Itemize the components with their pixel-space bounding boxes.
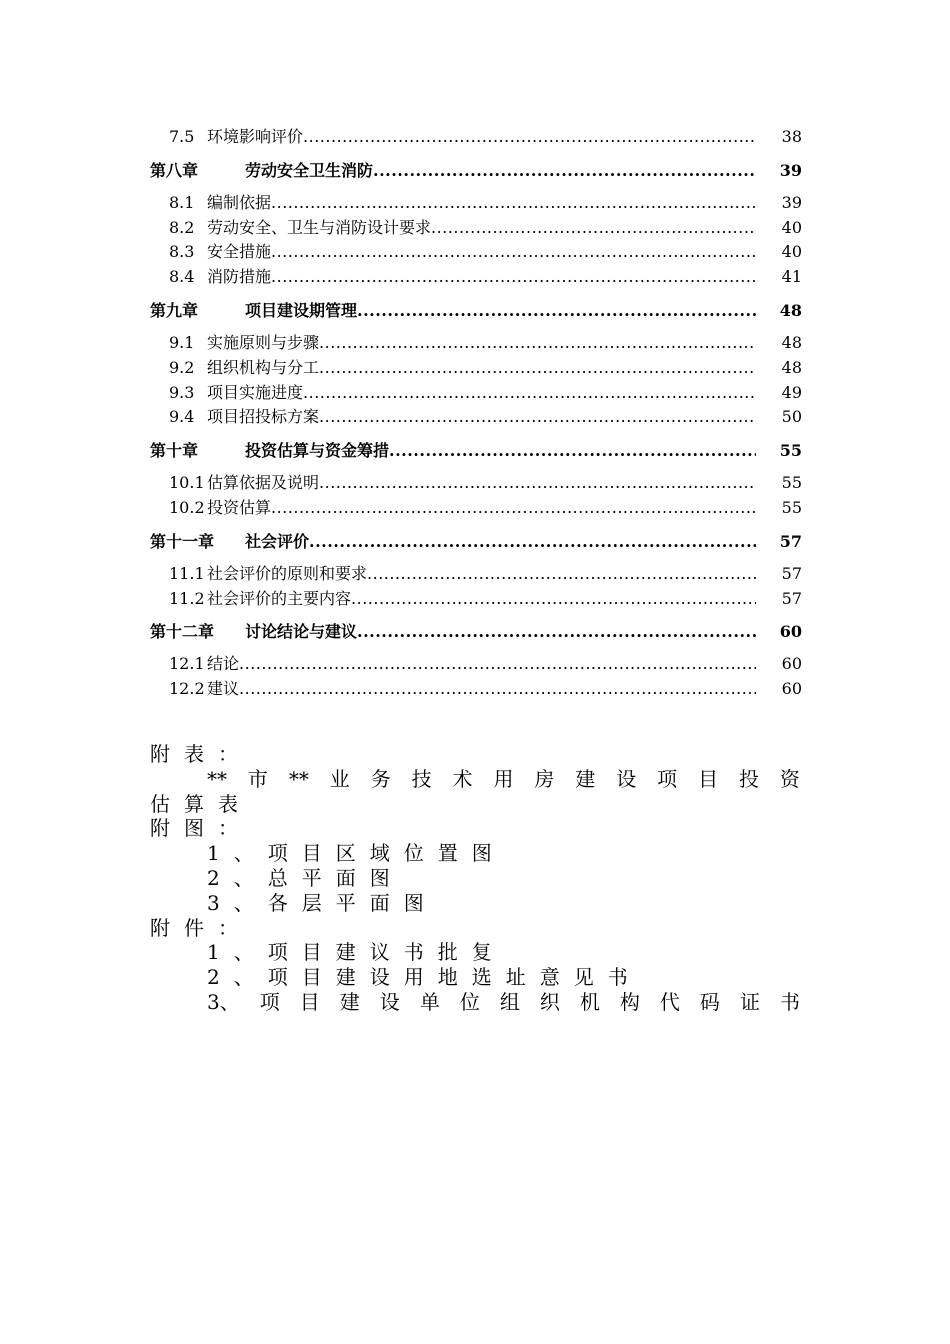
toc-entry-number: 9.4 xyxy=(169,407,195,427)
toc-section-entry[interactable] xyxy=(150,239,802,264)
appendix-char: 织 xyxy=(539,989,560,1014)
toc-section-entry[interactable] xyxy=(150,495,802,520)
toc-dot-leader xyxy=(351,589,756,608)
toc-entry-number: 12.2 xyxy=(169,679,205,699)
table-of-contents xyxy=(150,124,802,701)
toc-entry-number: 第十二章 xyxy=(150,622,215,642)
toc-dot-leader xyxy=(319,358,756,377)
toc-page-number: 49 xyxy=(781,382,802,402)
appendix-char: 资 xyxy=(779,766,800,791)
toc-entry-number: 12.1 xyxy=(169,654,205,674)
toc-entry-title: 实施原则与步骤 xyxy=(207,332,320,352)
toc-entry-title: 安全措施 xyxy=(207,242,272,262)
toc-page-number: 40 xyxy=(781,242,802,262)
toc-entry-number: 8.4 xyxy=(169,267,195,287)
toc-chapter-entry[interactable] xyxy=(150,529,802,553)
toc-dot-leader xyxy=(239,654,756,673)
toc-entry-title: 劳动安全、卫生与消防设计要求 xyxy=(207,217,432,237)
toc-entry-title: 环境影响评价 xyxy=(207,127,304,146)
toc-entry-title: 劳动安全卫生消防 xyxy=(245,160,374,180)
appendix-char: 代 xyxy=(659,989,680,1014)
toc-entry-number: 第八章 xyxy=(150,160,199,180)
toc-page-number: 57 xyxy=(781,563,802,583)
appendix-char: 码 xyxy=(699,989,720,1014)
appendix-char: 位 xyxy=(459,989,480,1014)
toc-dot-leader xyxy=(357,301,756,320)
appendix-figures-heading: 附图： xyxy=(150,816,252,841)
toc-entry-number: 9.1 xyxy=(169,332,195,352)
appendix-char: 建 xyxy=(575,766,596,791)
appendix-section xyxy=(150,742,800,1015)
toc-dot-leader xyxy=(303,383,756,402)
appendix-tables-item xyxy=(150,767,800,792)
appendix-char: 技 xyxy=(411,766,432,791)
toc-entry-title: 社会评价 xyxy=(245,531,310,551)
toc-chapter-entry[interactable] xyxy=(150,298,802,322)
appendix-char: 建 xyxy=(339,989,360,1014)
appendix-char: 投 xyxy=(738,766,759,791)
appendix-char: 组 xyxy=(499,989,520,1014)
toc-entry-title: 投资估算 xyxy=(207,497,272,517)
toc-dot-leader xyxy=(319,473,756,492)
toc-dot-leader xyxy=(367,564,756,583)
toc-section-entry[interactable] xyxy=(150,470,802,495)
appendix-figure-item: 2、总平面图 xyxy=(207,865,404,890)
toc-page-number: 39 xyxy=(779,160,802,180)
appendix-attachment-item: 1、项目建议书批复 xyxy=(207,940,506,965)
toc-section-entry[interactable] xyxy=(150,380,802,405)
toc-dot-leader xyxy=(271,498,756,517)
appendix-char: 设 xyxy=(616,766,637,791)
appendix-char: 务 xyxy=(370,766,391,791)
toc-entry-number: 11.2 xyxy=(169,588,205,608)
toc-entry-title: 投资估算与资金筹措 xyxy=(245,441,390,461)
toc-page-number: 39 xyxy=(781,192,802,212)
toc-section-entry[interactable] xyxy=(150,124,802,149)
toc-page-number: 41 xyxy=(781,267,802,287)
appendix-char: 用 xyxy=(493,766,514,791)
appendix-char: ** xyxy=(288,766,309,791)
toc-page-number: 48 xyxy=(779,300,802,320)
toc-section-entry[interactable] xyxy=(150,264,802,289)
toc-section-entry[interactable] xyxy=(150,215,802,240)
toc-entry-number: 第九章 xyxy=(150,300,199,320)
appendix-char: 书 xyxy=(779,989,800,1014)
toc-dot-leader xyxy=(319,407,756,426)
toc-dot-leader xyxy=(271,242,756,261)
toc-page-number: 48 xyxy=(781,332,802,352)
appendix-char: 构 xyxy=(619,989,640,1014)
appendix-figure-item: 1、项目区域位置图 xyxy=(207,841,506,866)
toc-dot-leader xyxy=(309,532,756,551)
toc-entry-title: 建议 xyxy=(207,679,240,699)
toc-entry-number: 10.1 xyxy=(169,473,205,493)
toc-section-entry[interactable] xyxy=(150,404,802,429)
toc-entry-number: 8.1 xyxy=(169,192,195,212)
appendix-char: 术 xyxy=(452,766,473,791)
toc-entry-title: 项目建设期管理 xyxy=(245,300,358,320)
toc-entry-title: 社会评价的主要内容 xyxy=(207,588,352,608)
toc-section-entry[interactable] xyxy=(150,355,802,380)
toc-entry-title: 项目招投标方案 xyxy=(207,407,320,427)
toc-page-number: 38 xyxy=(781,127,802,146)
toc-section-entry[interactable] xyxy=(150,676,802,701)
appendix-tables-item-cont: 估算表 xyxy=(150,791,252,816)
appendix-char: 证 xyxy=(739,989,760,1014)
toc-page-number: 55 xyxy=(781,473,802,493)
appendix-char: 目 xyxy=(299,989,320,1014)
toc-page-number: 50 xyxy=(781,407,802,427)
appendix-char: 业 xyxy=(329,766,350,791)
toc-entry-number: 8.2 xyxy=(169,217,195,237)
toc-page-number: 40 xyxy=(781,217,802,237)
toc-page-number: 60 xyxy=(781,654,802,674)
toc-dot-leader xyxy=(303,127,756,146)
appendix-char: 3、 xyxy=(207,989,240,1014)
toc-dot-leader xyxy=(389,441,756,460)
appendix-char: 机 xyxy=(579,989,600,1014)
appendix-char: 单 xyxy=(419,989,440,1014)
toc-page-number: 60 xyxy=(779,622,802,642)
toc-entry-number: 第十一章 xyxy=(150,531,215,551)
toc-dot-leader xyxy=(239,679,756,698)
toc-entry-title: 项目实施进度 xyxy=(207,382,304,402)
appendix-char: 市 xyxy=(247,766,268,791)
appendix-char: 项 xyxy=(657,766,678,791)
toc-page-number: 57 xyxy=(781,588,802,608)
appendix-char: 项 xyxy=(259,989,280,1014)
appendix-attachment-item: 2、项目建设用地选址意见书 xyxy=(207,965,642,990)
toc-entry-title: 社会评价的原则和要求 xyxy=(207,563,368,583)
appendix-char: 目 xyxy=(698,766,719,791)
toc-entry-title: 组织机构与分工 xyxy=(207,357,320,377)
toc-section-entry[interactable] xyxy=(150,561,802,586)
toc-section-entry[interactable] xyxy=(150,330,802,355)
toc-dot-leader xyxy=(357,622,756,641)
toc-dot-leader xyxy=(271,193,756,212)
toc-entry-title: 估算依据及说明 xyxy=(207,473,320,493)
toc-entry-title: 消防措施 xyxy=(207,267,272,287)
toc-entry-number: 8.3 xyxy=(169,242,195,262)
toc-page-number: 57 xyxy=(779,531,802,551)
toc-entry-title: 讨论结论与建议 xyxy=(245,622,358,642)
toc-chapter-entry[interactable] xyxy=(150,619,802,643)
toc-dot-leader xyxy=(431,218,756,237)
toc-chapter-entry[interactable] xyxy=(150,158,802,182)
toc-entry-title: 结论 xyxy=(207,654,240,674)
appendix-char: 房 xyxy=(534,766,555,791)
toc-entry-number: 10.2 xyxy=(169,497,205,517)
appendix-figure-item: 3、各层平面图 xyxy=(207,890,438,915)
toc-entry-number: 9.2 xyxy=(169,357,195,377)
toc-section-entry[interactable] xyxy=(150,586,802,611)
toc-dot-leader xyxy=(373,161,756,180)
toc-dot-leader xyxy=(271,267,756,286)
toc-section-entry[interactable] xyxy=(150,190,802,215)
toc-section-entry[interactable] xyxy=(150,651,802,676)
toc-chapter-entry[interactable] xyxy=(150,438,802,462)
toc-entry-number: 11.1 xyxy=(169,563,205,583)
toc-page-number: 48 xyxy=(781,357,802,377)
toc-page-number: 60 xyxy=(781,679,802,699)
toc-page-number: 55 xyxy=(779,441,802,461)
toc-dot-leader xyxy=(319,333,756,352)
toc-entry-title: 编制依据 xyxy=(207,192,272,212)
appendix-char: ** xyxy=(207,766,227,791)
appendix-attachment-item xyxy=(150,990,800,1015)
toc-page-number: 55 xyxy=(781,497,802,517)
toc-entry-number: 9.3 xyxy=(169,382,195,402)
appendix-attachments-heading: 附件： xyxy=(150,915,252,940)
toc-entry-number: 第十章 xyxy=(150,441,199,461)
appendix-tables-heading: 附表： xyxy=(150,742,252,766)
appendix-char: 设 xyxy=(379,989,400,1014)
toc-entry-number: 7.5 xyxy=(169,127,195,146)
